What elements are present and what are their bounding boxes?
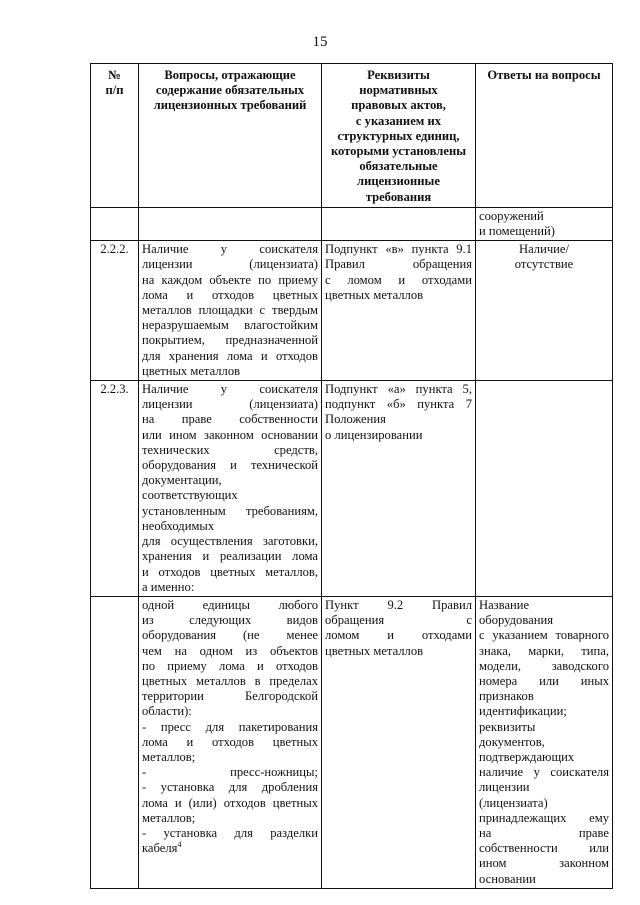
text-line: металлов; bbox=[142, 810, 196, 825]
text-line: собственности или bbox=[479, 841, 609, 856]
text-line: Ответы на вопросы bbox=[487, 68, 601, 82]
text-line: необходимых bbox=[142, 518, 215, 533]
cell-question bbox=[139, 241, 322, 381]
text-line: металлов площадки с твердым bbox=[142, 303, 318, 318]
text-line: нормативных bbox=[359, 83, 438, 98]
text-line: лома и отходов цветных bbox=[142, 734, 318, 749]
text-line: металлов; bbox=[142, 749, 196, 764]
text-line: технических средств, bbox=[142, 442, 318, 457]
text-line: лицензии (лицензиата) bbox=[142, 257, 318, 272]
text-line: установленным требованиям, bbox=[142, 503, 318, 518]
license-requirements-table bbox=[90, 63, 613, 889]
text-line: реквизиты bbox=[479, 719, 536, 734]
text-line: с указанием товарного bbox=[479, 628, 609, 643]
text-line: соответствующих bbox=[142, 488, 238, 503]
cell-number: 2.2.3. bbox=[91, 381, 139, 597]
text-line: (лицензиата) bbox=[479, 795, 548, 810]
text-line: отсутствие bbox=[514, 257, 574, 272]
text-line: цветных металлов bbox=[325, 287, 424, 302]
text-line: обращения с bbox=[325, 613, 472, 628]
text-line: Подпункт «а» пункта 5, bbox=[325, 382, 472, 397]
text-line: на праве собственности bbox=[142, 412, 318, 427]
text-line: цветных металлов bbox=[142, 363, 241, 378]
text-line: хранения и реализации лома bbox=[142, 549, 318, 564]
text-line: идентификации; bbox=[479, 704, 567, 719]
table-row bbox=[91, 381, 613, 597]
text-line: № bbox=[108, 68, 121, 82]
header-questions bbox=[139, 64, 322, 208]
text-line: - установка для дробления bbox=[142, 780, 318, 795]
cell-question bbox=[139, 381, 322, 597]
text-line: и помещений) bbox=[479, 224, 555, 239]
text-line: чем на одном из объектов bbox=[142, 643, 318, 658]
text-line: признаков bbox=[479, 689, 534, 704]
cell-question bbox=[139, 207, 322, 240]
table-header-row bbox=[91, 64, 613, 208]
cell-answer bbox=[476, 207, 613, 240]
cell-requisites bbox=[322, 381, 476, 597]
text-line: Положения bbox=[325, 412, 386, 427]
cell-question bbox=[139, 596, 322, 888]
text-line: лома и (или) отходов цветных bbox=[142, 795, 318, 810]
text-line: подпункт «б» пункта 7 bbox=[325, 397, 472, 412]
page-number: 15 bbox=[312, 34, 328, 50]
footnote-marker: 4 bbox=[177, 839, 182, 849]
text-line: ином законном bbox=[479, 856, 609, 871]
text-line: основании bbox=[479, 871, 536, 886]
table-row bbox=[91, 596, 613, 888]
text-line: на праве bbox=[479, 825, 609, 840]
text-line: области): bbox=[142, 704, 192, 719]
text-line: Реквизиты bbox=[367, 68, 430, 82]
text-line: Пункт 9.2 Правил bbox=[325, 597, 472, 612]
text-line: оборудования и технической bbox=[142, 458, 318, 473]
text-line: с указанием их bbox=[355, 113, 442, 128]
cell-number: 2.2.2. bbox=[91, 241, 139, 381]
text-line: содержание обязательных bbox=[155, 83, 305, 98]
cell-number bbox=[91, 596, 139, 888]
text-line: - установка для разделки bbox=[142, 825, 318, 840]
text-line: принадлежащих ему bbox=[479, 810, 609, 825]
text-line: модели, заводского bbox=[479, 658, 609, 673]
text-line: а именно: bbox=[142, 579, 195, 594]
text-line: для осуществления заготовки, bbox=[142, 534, 318, 549]
text-line: покрытием, предназначенной bbox=[142, 333, 318, 348]
text-line: лицензии (лицензиата) bbox=[142, 397, 318, 412]
text-line: оборудования (не менее bbox=[142, 628, 318, 643]
text-line: и отходов цветных металлов, bbox=[142, 564, 318, 579]
text-line: одной единицы любого bbox=[142, 597, 318, 612]
cell-answer bbox=[476, 596, 613, 888]
text-line: Наличие у соискателя bbox=[142, 242, 318, 257]
text-line: территории Белгородской bbox=[142, 689, 318, 704]
text-line: документации, bbox=[142, 473, 222, 488]
cell-number bbox=[91, 207, 139, 240]
text-line: Вопросы, отражающие bbox=[164, 68, 296, 82]
text-line: - пресс для пакетирования bbox=[142, 719, 318, 734]
text-line: с ломом и отходами bbox=[325, 272, 472, 287]
table-row bbox=[91, 207, 613, 240]
text-line: - пресс-ножницы; bbox=[142, 765, 318, 780]
text-line: номера или иных bbox=[479, 673, 609, 688]
text-line: правовых актов, bbox=[351, 98, 446, 113]
text-line: из следующих видов bbox=[142, 613, 318, 628]
text-line: неразрушаемым влагостойким bbox=[142, 318, 318, 333]
text-line: п/п bbox=[105, 83, 124, 98]
text-line: Подпункт «в» пункта 9.1 bbox=[325, 242, 472, 257]
text-line: лома и отходов цветных bbox=[142, 287, 318, 302]
text-line: Название bbox=[479, 597, 530, 612]
text-line: оборудования bbox=[479, 613, 553, 628]
text-line: лицензионных требований bbox=[153, 98, 307, 113]
text-line: для хранения лома и отходов bbox=[142, 348, 318, 363]
text-line: документов, bbox=[479, 734, 545, 749]
text-line: Наличие/ bbox=[519, 242, 569, 257]
text-line: требования bbox=[365, 189, 432, 204]
text-line: знака, марки, типа, bbox=[479, 643, 609, 658]
text-line: на каждом объекте по приему bbox=[142, 272, 318, 287]
text-line: Правил обращения bbox=[325, 257, 472, 272]
text-line: по приему лома и отходов bbox=[142, 658, 318, 673]
cell-answer bbox=[476, 241, 613, 381]
text-line: или ином законном основании bbox=[142, 427, 318, 442]
text-line: кабеля bbox=[142, 841, 178, 856]
text-line: ломом и отходами bbox=[325, 628, 472, 643]
text-line: структурных единиц, bbox=[337, 128, 460, 143]
text-line: Наличие у соискателя bbox=[142, 382, 318, 397]
text-line: подтверждающих bbox=[479, 749, 575, 764]
text-line: наличие у соискателя bbox=[479, 765, 609, 780]
cell-requisites bbox=[322, 207, 476, 240]
text-line: сооружений bbox=[479, 208, 544, 223]
header-number bbox=[91, 64, 139, 208]
text-line: о лицензировании bbox=[325, 427, 423, 442]
text-line: которыми установлены bbox=[330, 144, 467, 159]
table-row bbox=[91, 241, 613, 381]
cell-requisites bbox=[322, 241, 476, 381]
text-line: лицензионные bbox=[357, 174, 440, 189]
text-line: обязательные bbox=[359, 159, 438, 174]
cell-requisites bbox=[322, 596, 476, 888]
cell-answer bbox=[476, 381, 613, 597]
header-requisites bbox=[322, 64, 476, 208]
text-line: цветных металлов bbox=[325, 643, 424, 658]
text-line: цветных металлов в пределах bbox=[142, 673, 318, 688]
text-line: лицензии bbox=[479, 780, 530, 795]
header-answers bbox=[476, 64, 613, 208]
